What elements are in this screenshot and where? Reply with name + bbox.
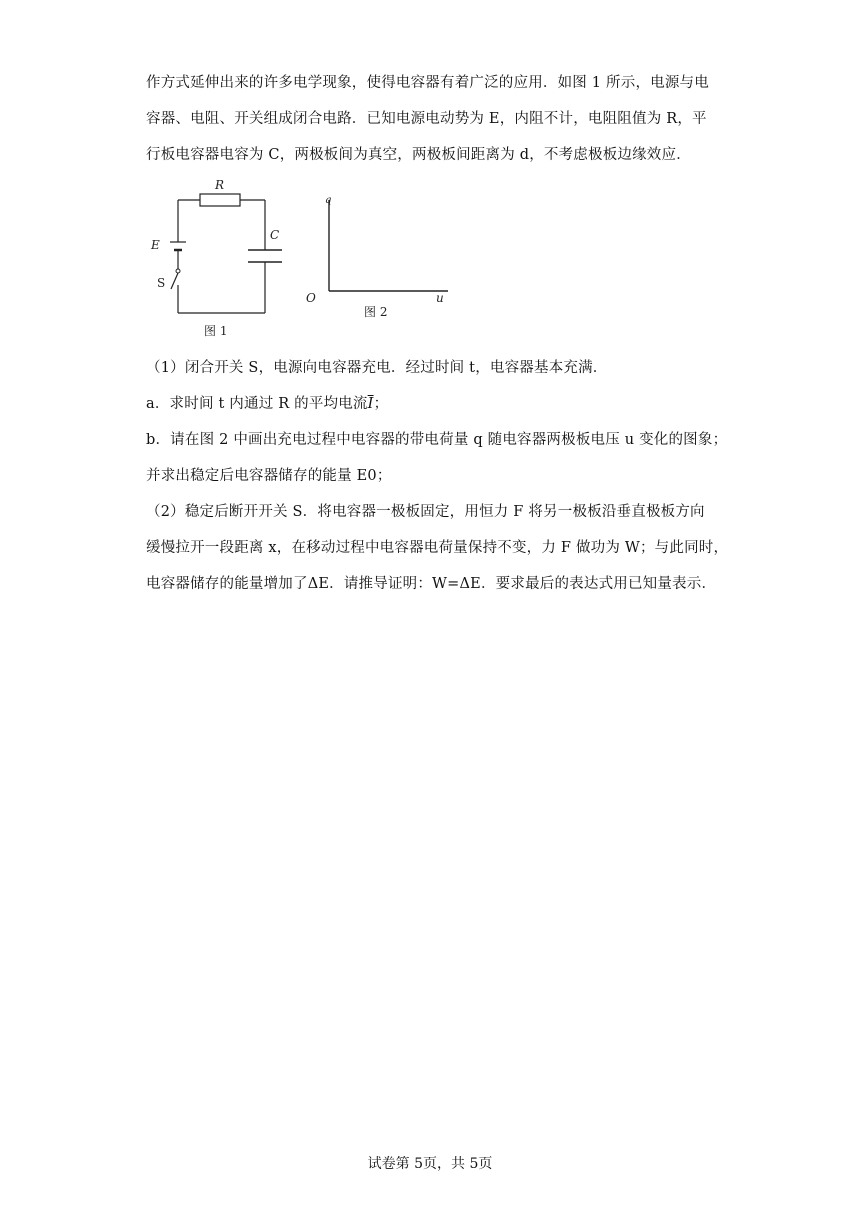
intro-line-2: 容器、电阻、开关组成闭合电路．已知电源电动势为 E，内阻不计，电阻阻值为 R，平 <box>146 111 707 127</box>
label-R: R <box>215 178 225 192</box>
resistor-symbol <box>200 194 240 206</box>
question-part-2-line-2: 缓慢拉开一段距离 x，在移动过程中电容器电荷量保持不变，力 F 做功为 W；与此同时， <box>146 540 729 556</box>
label-C: C <box>270 228 280 242</box>
label-u: u <box>436 291 444 305</box>
figure-1-circuit <box>140 172 300 344</box>
figure-2-caption: 图 2 <box>364 305 388 319</box>
label-E: E <box>151 238 160 252</box>
label-O: O <box>306 291 316 305</box>
question-a-text: a．求时间 t 内通过 R 的平均电流 <box>146 396 368 412</box>
intro-line-1: 作方式延伸出来的许多电学现象，使得电容器有着广泛的应用．如图 1 所示，电源与电 <box>146 75 709 91</box>
question-part-2-line-3: 电容器储存的能量增加了ΔE．请推导证明：W=ΔE．要求最后的表达式用已知量表示． <box>146 576 717 592</box>
label-q: q <box>325 195 332 206</box>
figure-1-caption: 图 1 <box>204 324 228 338</box>
switch-lever <box>171 273 178 289</box>
question-part-2-line-1: （2）稳定后断开开关 S．将电容器一极板固定，用恒力 F 将另一极板沿垂直极板方向 <box>146 504 705 520</box>
figure-2-axes <box>300 190 460 325</box>
question-part-1: （1）闭合开关 S，电源向电容器充电．经过时间 t，电容器基本充满． <box>146 360 608 376</box>
question-a-suffix: ； <box>373 396 389 412</box>
question-b-line-2: 并求出稳定后电容器储存的能量 E0； <box>146 468 392 484</box>
page-footer: 试卷第 5页，共 5页 <box>367 1156 493 1172</box>
intro-line-3: 行板电容器电容为 C，两极板间为真空，两极板间距离为 d，不考虑极板边缘效应． <box>146 147 691 163</box>
question-b-line-1: b．请在图 2 中画出充电过程中电容器的带电荷量 q 随电容器两极板电压 u 变化的图象； <box>146 432 728 448</box>
average-current-symbol: $\overline{I}$ <box>367 396 374 412</box>
label-S: S <box>157 276 166 290</box>
question-a <box>146 392 388 413</box>
